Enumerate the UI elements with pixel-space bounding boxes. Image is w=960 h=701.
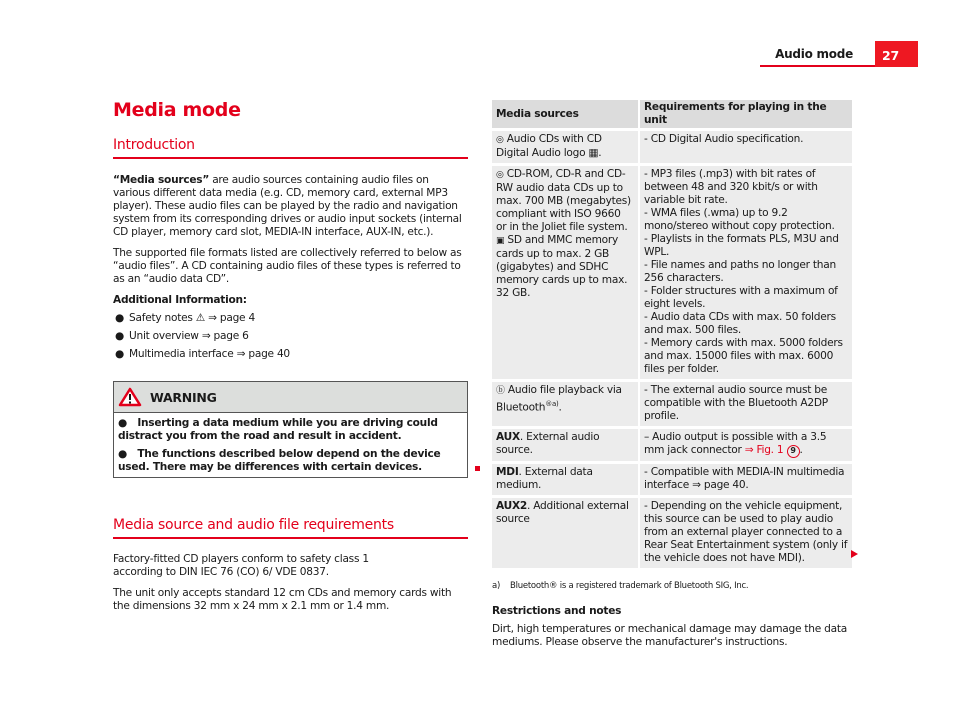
warning-box xyxy=(113,381,468,478)
term-media-sources: “Media sources” xyxy=(113,174,210,186)
warning-item: ● The functions described below depend on the device used. There may be differences with certain devices. xyxy=(118,448,441,473)
footnote xyxy=(492,580,852,593)
intro-text: are audio sources containing audio files on various different data media (e.g. CD, memory card, external MP3 player). These audio files can be played by the radio and navigation system from its corresponding drives or audio input sockets (internal CD player, memory card slot, MEDIA-IN interface, AUX-IN, etc.). xyxy=(113,174,462,238)
requirements-paragraph-2: The unit only accepts standard 12 cm CDs and memory cards with the dimensions 32 mm x 24 mm x 2.1 mm or 1.4 mm. xyxy=(113,587,452,612)
warning-title: WARNING xyxy=(150,389,217,405)
table-row: AUX. External audio source. – Audio output is possible with a 3.5 mm jack connector ⇒ Fig. 1 9 . xyxy=(492,429,852,461)
requirement-text: - Playlists in the formats PLS, M3U and WPL. xyxy=(644,233,839,258)
sd-card-icon: ▣ xyxy=(496,236,505,246)
section-title: Audio mode xyxy=(775,47,853,61)
requirement-text: - Memory cards with max. 5000 folders and max. 15000 files with max. 6000 files per folder. xyxy=(644,337,843,375)
bullet-text: Safety notes ⚠ ⇒ page 4 xyxy=(129,312,255,324)
bluetooth-icon: ⓑ xyxy=(496,386,505,396)
source-label: MDI xyxy=(496,466,519,478)
cd-icon: ◎ xyxy=(496,135,504,145)
bullet-unit-overview[interactable] xyxy=(113,330,468,343)
section-end-marker xyxy=(475,466,480,471)
footnote-text: Bluetooth® is a registered trademark of Bluetooth SIG, Inc. xyxy=(510,581,749,591)
figure-link[interactable]: ⇒ Fig. 1 xyxy=(744,444,784,456)
source-text: . External data medium. xyxy=(496,466,593,491)
table-row xyxy=(492,131,852,163)
table-row: ⓑ Audio file playback via Bluetooth$^{®a)}$. - The external audio source must be compatible with the Bluetooth A2DP profile. xyxy=(492,382,852,426)
bullet-text: Multimedia interface ⇒ page 40 xyxy=(129,348,290,360)
bullet-text: Unit overview ⇒ page 6 xyxy=(129,330,249,342)
intro-paragraph-2: The supported file formats listed are collectively referred to below as “audio files”. A CD containing audio files of these types is referred to as an “audio data CD”. xyxy=(113,247,462,285)
requirement-list xyxy=(638,166,852,379)
requirement-text: - Compatible with MEDIA-IN multimedia interface ⇒ page 40. xyxy=(638,464,852,495)
bullet-safety-notes[interactable] xyxy=(113,312,468,325)
warning-header xyxy=(114,382,467,413)
warning-item: ● Inserting a data medium while you are driving could distract you from the road and result in accident. xyxy=(118,417,438,442)
footnote-mark: a) xyxy=(492,581,501,591)
source-text: . External audio source. xyxy=(496,431,600,456)
requirement-text: - WMA files (.wma) up to 9.2 mono/stereo without copy protection. xyxy=(644,207,835,232)
intro-paragraph-1 xyxy=(113,174,468,239)
warning-text: The functions described below depend on the device used. There may be differences with certain devices. xyxy=(118,448,441,473)
source-text: CD-ROM, CD-R and CD-RW audio data CDs up to max. 700 MB (megabytes) compliant with ISO 9660 or in the Joliet file system. xyxy=(496,168,631,233)
source-text: . Additional external source xyxy=(496,500,629,525)
table-row xyxy=(492,498,852,568)
warning-text: Inserting a data medium while you are driving could distract you from the road and result in accident. xyxy=(118,417,438,442)
page-number: 27 xyxy=(875,41,918,67)
source-label: AUX2 xyxy=(496,500,528,512)
requirement-text: - MP3 files (.mp3) with bit rates of between 48 and 320 kbit/s or with variable bit rate. xyxy=(644,168,818,206)
table-header-row xyxy=(492,100,852,128)
requirement-text: - Audio data CDs with max. 50 folders and max. 500 files. xyxy=(644,311,836,336)
callout-number: 9 xyxy=(787,445,800,458)
restrictions-text: Dirt, high temperatures or mechanical damage may damage the data mediums. Please observe the manufacturer's instructions. xyxy=(492,623,847,648)
right-column xyxy=(492,100,852,657)
restrictions-heading: Restrictions and notes xyxy=(492,605,622,617)
requirement-text: - The external audio source must be compatible with the Bluetooth A2DP profile. xyxy=(638,382,852,426)
bullet-multimedia-interface[interactable] xyxy=(113,348,468,361)
column-header: Requirements for playing in the unit xyxy=(638,100,852,128)
bullet-icon: ● xyxy=(115,348,124,360)
source-label: AUX xyxy=(496,431,520,443)
requirements-paragraph-1: Factory-fitted CD players conform to safety class 1 according to DIN IEC 76 (CO) 6/ VDE 0837. xyxy=(113,553,369,578)
requirement-text: - CD Digital Audio specification. xyxy=(638,131,852,163)
warning-triangle-icon xyxy=(118,387,142,407)
bullet-icon: ● xyxy=(115,312,124,324)
source-text: Audio CDs with CD Digital Audio logo ▦. xyxy=(496,133,602,159)
table-row xyxy=(492,166,852,379)
bullet-icon: ● xyxy=(115,330,124,342)
page-title: Media mode xyxy=(113,99,241,121)
source-text: SD and MMC memory cards up to max. 2 GB (gigabytes) and SDHC memory cards up to max. 32 GB. xyxy=(496,234,628,299)
table-row xyxy=(492,464,852,495)
continued-arrow-icon xyxy=(851,550,858,558)
source-text: Audio file playback via Bluetooth xyxy=(496,384,622,414)
intro-heading: Introduction xyxy=(113,136,468,159)
footnote-ref: ®a) xyxy=(545,400,559,408)
column-header: Media sources xyxy=(492,100,638,128)
cd-icon: ◎ xyxy=(496,170,504,180)
requirement-text: – Audio output is possible with a 3.5 mm jack connector xyxy=(644,431,827,456)
additional-info-heading: Additional Information: xyxy=(113,294,247,306)
media-sources-table xyxy=(492,97,852,571)
requirement-text: - Folder structures with a maximum of eight levels. xyxy=(644,285,838,310)
requirement-text: - Depending on the vehicle equipment, this source can be used to play audio from an external player connected to a Rear Seat Entertainment system (only if the vehicle does not have MDI). xyxy=(638,498,852,568)
requirements-heading: Media source and audio file requirements xyxy=(113,516,468,539)
left-column xyxy=(113,98,468,621)
requirement-text: - File names and paths no longer than 256 characters. xyxy=(644,259,836,284)
